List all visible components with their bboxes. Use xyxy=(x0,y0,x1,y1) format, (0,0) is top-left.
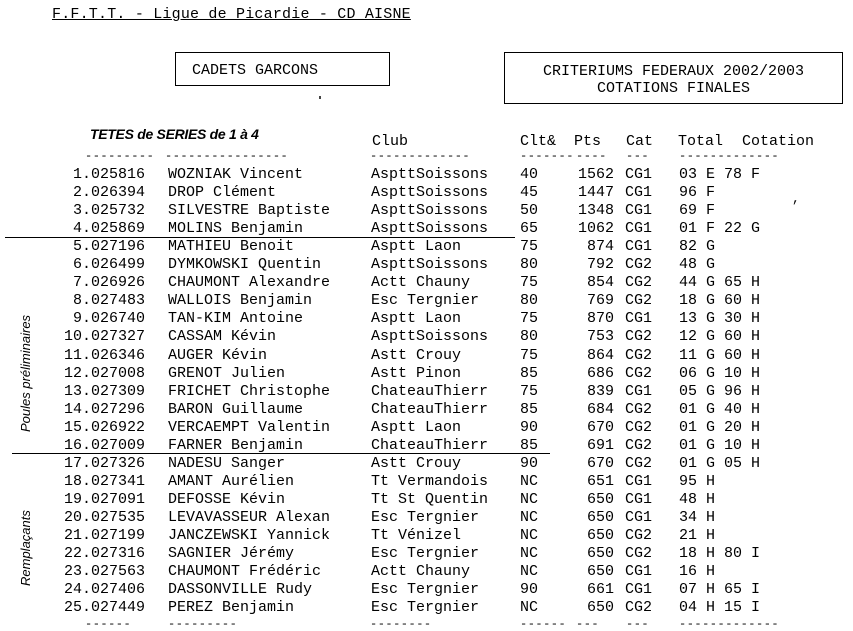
rank-number: 20.027535 xyxy=(63,508,145,526)
table-row xyxy=(0,365,853,383)
header-rule: ------------- xyxy=(679,149,780,163)
player-name: MOLINS Benjamin xyxy=(168,220,304,238)
club-name: Esc Tergnier xyxy=(371,599,480,617)
classement: 80 xyxy=(520,328,539,346)
rank-number: 8.027483 xyxy=(72,292,145,310)
header-rule: --------- xyxy=(85,149,155,163)
category: CG2 xyxy=(625,527,653,544)
club-name: AspttSoissons xyxy=(371,256,489,274)
category: CG1 xyxy=(625,581,653,599)
club-name: Tt Vénizel xyxy=(371,527,462,544)
table-row xyxy=(0,238,853,256)
footer-rule: -------- xyxy=(370,617,432,631)
classement: 75 xyxy=(520,382,539,400)
player-name: DASSONVILLE Rudy xyxy=(168,581,313,599)
category: CG2 xyxy=(625,328,653,346)
player-name: WOZNIAK Vincent xyxy=(168,166,304,183)
footer-rule: --- xyxy=(576,617,600,631)
table-row xyxy=(0,599,853,617)
total-cotation: 03 E 78 F xyxy=(679,166,761,183)
classement: 90 xyxy=(520,418,539,436)
points: 874 xyxy=(586,238,614,256)
club-name: ChateauThierr xyxy=(371,400,489,418)
rank-number: 2.026394 xyxy=(72,184,145,202)
category: CG1 xyxy=(625,220,653,238)
player-name: FARNER Benjamin xyxy=(168,436,304,454)
table-row xyxy=(0,166,853,184)
classement: 75 xyxy=(520,310,539,328)
club-name: AspttSoissons xyxy=(371,166,489,183)
points: 670 xyxy=(586,454,614,472)
player-name: CHAUMONT Frédéric xyxy=(168,563,322,581)
table-row xyxy=(0,383,853,401)
category: CG1 xyxy=(625,563,653,581)
classement: 80 xyxy=(520,256,539,274)
total-cotation: 82 G xyxy=(679,238,716,256)
points: 854 xyxy=(586,274,614,292)
player-name: FRICHET Christophe xyxy=(168,382,331,400)
footer-rule: ------ xyxy=(520,617,567,631)
total-cotation: 69 F xyxy=(679,202,716,220)
player-name: GRENOT Julien xyxy=(168,364,286,382)
club-name: AspttSoissons xyxy=(371,184,489,202)
table-row xyxy=(0,473,853,491)
total-cotation: 18 G 60 H xyxy=(679,292,761,310)
footer-rule: --- xyxy=(626,617,650,631)
total-cotation: 11 G 60 H xyxy=(679,346,761,364)
total-cotation: 01 G 40 H xyxy=(679,400,761,418)
points: 650 xyxy=(586,508,614,526)
total-cotation: 21 H xyxy=(679,527,716,544)
club-name: ChateauThierr xyxy=(371,436,489,454)
rank-number: 3.025732 xyxy=(72,202,145,220)
category: CG2 xyxy=(625,436,653,454)
category: CG2 xyxy=(625,599,653,617)
player-name: CASSAM Kévin xyxy=(168,328,277,346)
rank-number: 23.027563 xyxy=(63,563,145,581)
col-header-pts: Pts xyxy=(574,133,602,150)
classement: 85 xyxy=(520,436,539,454)
table-row xyxy=(0,455,853,473)
rank-number: 15.026922 xyxy=(63,418,145,436)
rank-number: 22.027316 xyxy=(63,545,145,563)
table-row xyxy=(0,527,853,545)
points: 650 xyxy=(586,490,614,508)
player-name: WALLOIS Benjamin xyxy=(168,292,313,310)
category: CG1 xyxy=(625,202,653,220)
total-cotation: 34 H xyxy=(679,508,716,526)
title-box xyxy=(504,52,843,104)
player-name: SILVESTRE Baptiste xyxy=(168,202,331,220)
category: CG2 xyxy=(625,292,653,310)
table-row xyxy=(0,310,853,328)
category: CG1 xyxy=(625,490,653,508)
classement: 90 xyxy=(520,454,539,472)
total-cotation: 12 G 60 H xyxy=(679,328,761,346)
club-name: Actt Chauny xyxy=(371,274,471,292)
club-name: ChateauThierr xyxy=(371,382,489,400)
club-name: Astt Crouy xyxy=(371,346,462,364)
points: 650 xyxy=(586,599,614,617)
points: 839 xyxy=(586,382,614,400)
classement: NC xyxy=(520,508,539,526)
club-name: Tt Vermandois xyxy=(371,472,489,490)
total-cotation: 01 G 20 H xyxy=(679,418,761,436)
category: CG1 xyxy=(625,508,653,526)
classement: 45 xyxy=(520,184,539,202)
total-cotation: 18 H 80 I xyxy=(679,545,761,563)
club-name: Actt Chauny xyxy=(371,563,471,581)
player-name: MATHIEU Benoit xyxy=(168,238,295,256)
footer-rule: --------- xyxy=(168,617,238,631)
rank-number: 12.027008 xyxy=(63,364,145,382)
category: CG2 xyxy=(625,274,653,292)
total-cotation: 13 G 30 H xyxy=(679,310,761,328)
table-row xyxy=(0,401,853,419)
classement: NC xyxy=(520,472,539,490)
total-cotation: 04 H 15 I xyxy=(679,599,761,617)
side-label-remplacants: Remplaçants xyxy=(18,510,33,586)
total-cotation: 06 G 10 H xyxy=(679,364,761,382)
col-header-cotation: Cotation xyxy=(742,133,815,150)
rank-number: 7.026926 xyxy=(72,274,145,292)
table-row xyxy=(0,328,853,346)
title-line-2: COTATIONS FINALES xyxy=(596,80,751,97)
rank-number: 1.025816 xyxy=(72,166,145,183)
rank-number: 21.027199 xyxy=(63,527,145,544)
classement: 80 xyxy=(520,292,539,310)
classement: NC xyxy=(520,563,539,581)
header-rule: ---- xyxy=(576,149,607,163)
stray-tick-mark xyxy=(319,96,321,99)
classement: 40 xyxy=(520,166,539,183)
rank-number: 11.026346 xyxy=(63,346,145,364)
underline-row4-club xyxy=(170,237,515,238)
player-name: SAGNIER Jérémy xyxy=(168,545,295,563)
table-row xyxy=(0,581,853,599)
rank-number: 4.025869 xyxy=(72,220,145,238)
player-name: AMANT Aurélien xyxy=(168,472,295,490)
player-name: BARON Guillaume xyxy=(168,400,304,418)
classement: 75 xyxy=(520,346,539,364)
stray-mark: , xyxy=(792,191,800,206)
player-name: LEVAVASSEUR Alexan xyxy=(168,508,331,526)
table-row xyxy=(0,292,853,310)
total-cotation: 48 G xyxy=(679,256,716,274)
category: CG1 xyxy=(625,310,653,328)
points: 650 xyxy=(586,545,614,563)
classement: NC xyxy=(520,490,539,508)
total-cotation: 16 H xyxy=(679,563,716,581)
total-cotation: 01 G 05 H xyxy=(679,454,761,472)
total-cotation: 48 H xyxy=(679,490,716,508)
col-header-club: Club xyxy=(372,133,409,150)
classement: 85 xyxy=(520,364,539,382)
category: CG1 xyxy=(625,382,653,400)
footer-rule: ------ xyxy=(85,617,132,631)
col-header-clt: Clt& xyxy=(520,133,557,150)
rank-number: 19.027091 xyxy=(63,490,145,508)
table-row xyxy=(0,491,853,509)
rank-number: 18.027341 xyxy=(63,472,145,490)
points: 769 xyxy=(586,292,614,310)
category: CG2 xyxy=(625,346,653,364)
player-name: PEREZ Benjamin xyxy=(168,599,295,617)
rank-number: 25.027449 xyxy=(63,599,145,617)
table-row xyxy=(0,563,853,581)
points: 792 xyxy=(586,256,614,274)
points: 651 xyxy=(586,472,614,490)
club-name: AspttSoissons xyxy=(371,220,489,238)
rank-number: 13.027309 xyxy=(63,382,145,400)
classement: 90 xyxy=(520,581,539,599)
table-row xyxy=(0,220,853,238)
header-rule: ---------------- xyxy=(165,149,289,163)
category: CG1 xyxy=(625,166,653,183)
club-name: Tt St Quentin xyxy=(371,490,489,508)
total-cotation: 01 F 22 G xyxy=(679,220,761,238)
club-name: Esc Tergnier xyxy=(371,292,480,310)
club-name: Astt Pinon xyxy=(371,364,462,382)
classement: NC xyxy=(520,599,539,617)
title-line-1: CRITERIUMS FEDERAUX 2002/2003 xyxy=(542,63,805,80)
club-name: Astt Crouy xyxy=(371,454,462,472)
club-name: AspttSoissons xyxy=(371,202,489,220)
player-name: CHAUMONT Alexandre xyxy=(168,274,331,292)
rank-number: 10.027327 xyxy=(63,328,145,346)
rank-number: 9.026740 xyxy=(72,310,145,328)
side-label-poules: Poules préliminaires xyxy=(18,314,33,432)
classement: NC xyxy=(520,527,539,544)
classement: NC xyxy=(520,545,539,563)
rank-number: 16.027009 xyxy=(63,436,145,454)
rank-number: 14.027296 xyxy=(63,400,145,418)
classement: 50 xyxy=(520,202,539,220)
points: 650 xyxy=(586,527,614,544)
points: 686 xyxy=(586,364,614,382)
club-name: Asptt Laon xyxy=(371,310,462,328)
club-name: Esc Tergnier xyxy=(371,581,480,599)
footer-rule: ------------- xyxy=(679,617,780,631)
category: CG2 xyxy=(625,400,653,418)
points: 1348 xyxy=(577,202,614,220)
rank-number: 6.026499 xyxy=(72,256,145,274)
table-row xyxy=(0,274,853,292)
rank-number: 5.027196 xyxy=(72,238,145,256)
points: 1447 xyxy=(577,184,614,202)
table-row xyxy=(0,256,853,274)
points: 670 xyxy=(586,418,614,436)
club-name: AspttSoissons xyxy=(371,328,489,346)
col-header-cat: Cat xyxy=(626,133,654,150)
points: 684 xyxy=(586,400,614,418)
player-name: DEFOSSE Kévin xyxy=(168,490,286,508)
rank-number: 24.027406 xyxy=(63,581,145,599)
total-cotation: 01 G 10 H xyxy=(679,436,761,454)
category: CG1 xyxy=(625,184,653,202)
points: 753 xyxy=(586,328,614,346)
classement: 65 xyxy=(520,220,539,238)
header-rule: --- xyxy=(626,149,650,163)
rank-number: 17.027326 xyxy=(63,454,145,472)
player-name: NADESU Sanger xyxy=(168,454,286,472)
points: 1062 xyxy=(577,220,614,238)
category: CG1 xyxy=(625,238,653,256)
table-row xyxy=(0,419,853,437)
points: 661 xyxy=(586,581,614,599)
total-cotation: 44 G 65 H xyxy=(679,274,761,292)
category-box xyxy=(175,52,390,86)
col-header-total: Total xyxy=(678,133,724,150)
player-name: DROP Clément xyxy=(168,184,277,202)
points: 650 xyxy=(586,563,614,581)
category: CG2 xyxy=(625,364,653,382)
header-rule: ------- xyxy=(520,149,574,163)
player-name: JANCZEWSKI Yannick xyxy=(168,527,331,544)
player-name: DYMKOWSKI Quentin xyxy=(168,256,322,274)
player-name: AUGER Kévin xyxy=(168,346,268,364)
header-rule: ------------- xyxy=(370,149,471,163)
club-name: Asptt Laon xyxy=(371,418,462,436)
player-name: VERCAEMPT Valentin xyxy=(168,418,331,436)
category: CG2 xyxy=(625,418,653,436)
classement: 75 xyxy=(520,238,539,256)
table-row xyxy=(0,184,853,202)
table-row xyxy=(0,509,853,527)
points: 691 xyxy=(586,436,614,454)
table-row xyxy=(0,347,853,365)
category: CG2 xyxy=(625,454,653,472)
category-label: CADETS GARCONS xyxy=(192,62,319,79)
classement: 85 xyxy=(520,400,539,418)
classement: 75 xyxy=(520,274,539,292)
category: CG2 xyxy=(625,545,653,563)
total-cotation: 05 G 96 H xyxy=(679,382,761,400)
table-row xyxy=(0,202,853,220)
category: CG2 xyxy=(625,256,653,274)
player-name: TAN-KIM Antoine xyxy=(168,310,304,328)
seeds-label: TETES de SERIES de 1 à 4 xyxy=(90,126,259,142)
total-cotation: 95 H xyxy=(679,472,716,490)
separator-line-bottom xyxy=(12,453,550,454)
club-name: Asptt Laon xyxy=(371,238,462,256)
total-cotation: 07 H 65 I xyxy=(679,581,761,599)
table-row xyxy=(0,545,853,563)
points: 864 xyxy=(586,346,614,364)
club-name: Esc Tergnier xyxy=(371,545,480,563)
organization-header: F.F.T.T. - Ligue de Picardie - CD AISNE xyxy=(52,6,411,23)
points: 870 xyxy=(586,310,614,328)
category: CG1 xyxy=(625,472,653,490)
club-name: Esc Tergnier xyxy=(371,508,480,526)
total-cotation: 96 F xyxy=(679,184,716,202)
points: 1562 xyxy=(577,166,614,183)
